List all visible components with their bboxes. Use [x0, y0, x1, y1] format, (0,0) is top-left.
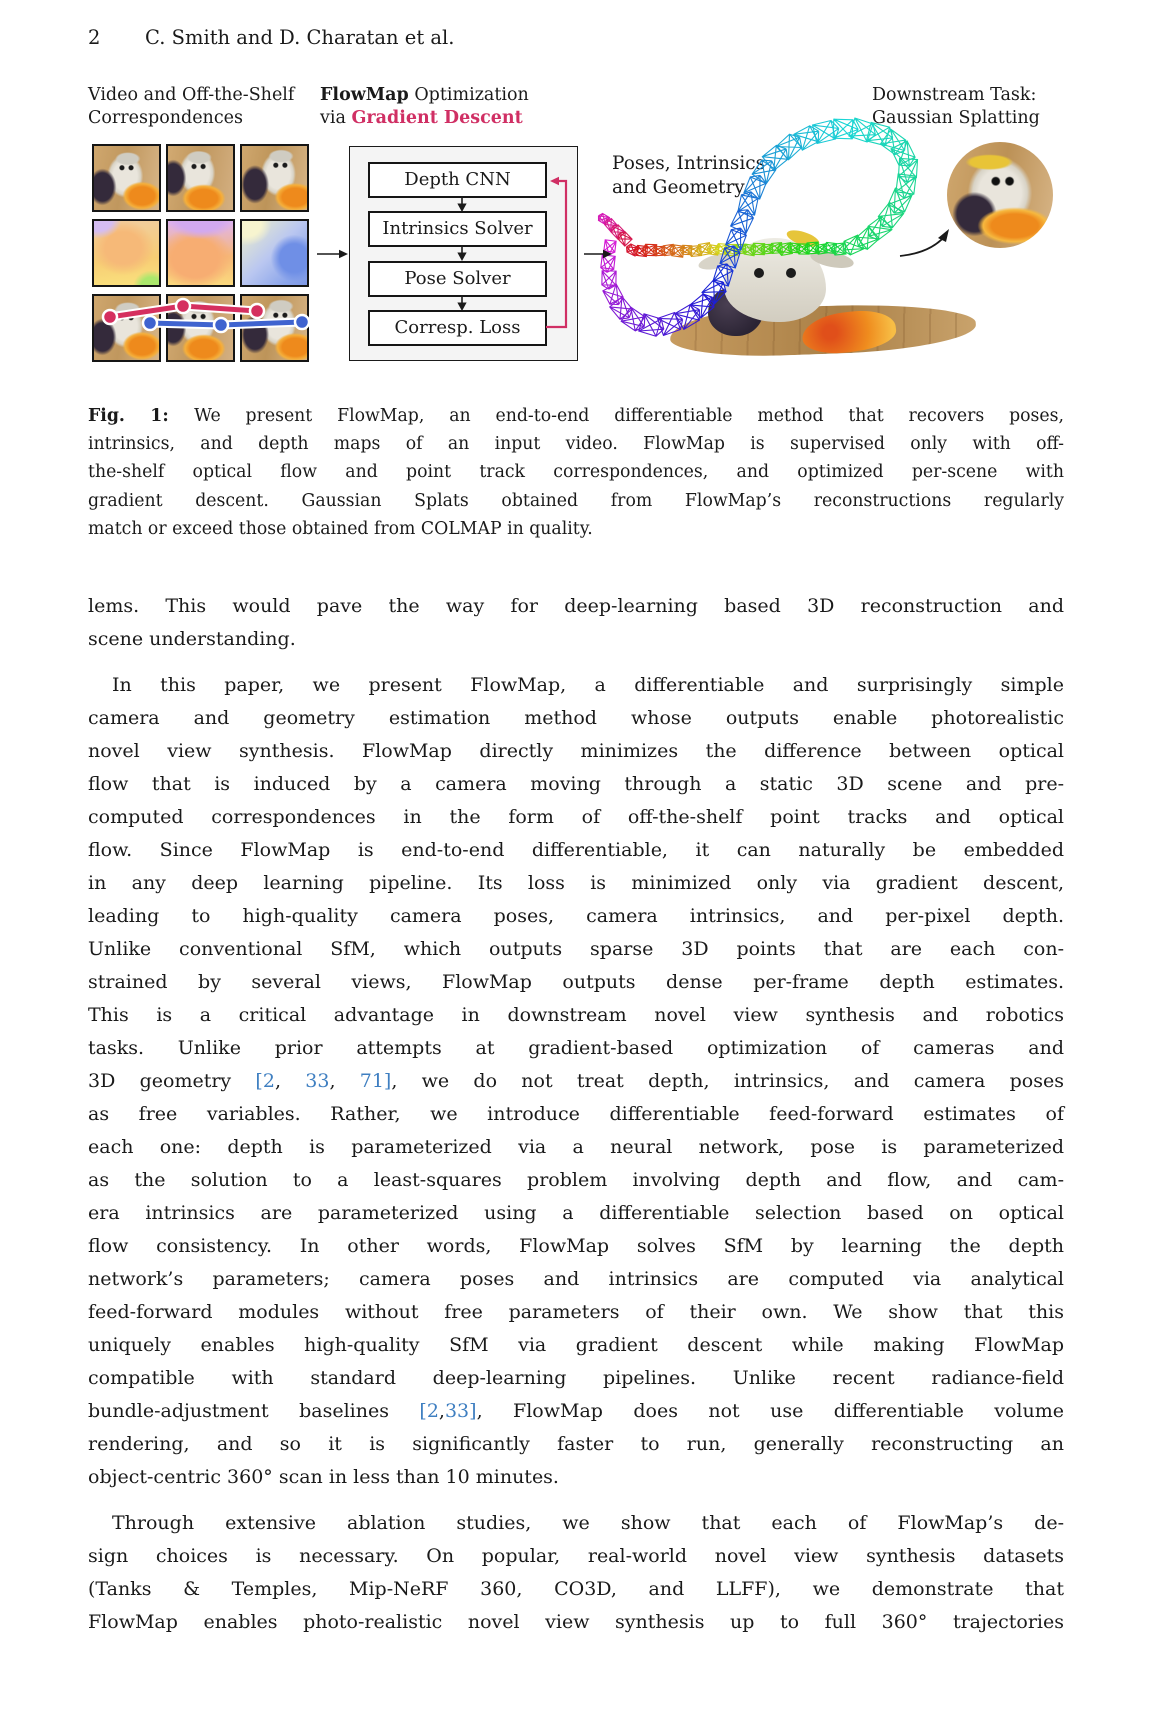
- text-segment: each one: depth is parameterized via a neural network, pose is parameterized: [88, 1136, 1064, 1158]
- text-line: [88, 933, 1064, 966]
- text-line: [88, 487, 1064, 515]
- text-line: [88, 1296, 1064, 1329]
- figure-process-label: [320, 84, 529, 129]
- text-line: [88, 515, 1064, 543]
- citation-link[interactable]: 33]: [444, 1400, 477, 1422]
- camera-frustum: [880, 129, 910, 157]
- gaussian-splatting-result-image: [947, 142, 1053, 248]
- text-segment: Gradient Descent: [351, 107, 523, 128]
- figure-input-label-line1: Video and Off-the-Shelf: [88, 85, 295, 105]
- text-line: [88, 801, 1064, 834]
- text-segment: gradient descent. Gaussian Splats obtained from FlowMap’s reconstructions regularly: [88, 490, 1064, 511]
- text-line: [88, 623, 1064, 656]
- body-text: [88, 590, 1064, 1652]
- video-frame-3: [240, 144, 309, 212]
- text-segment: computed correspondences in the form of off-the-shelf point tracks and optical: [88, 806, 1064, 828]
- text-line: [88, 1197, 1064, 1230]
- text-line: [88, 1098, 1064, 1131]
- text-segment: Optimization: [408, 85, 529, 105]
- text-line: [88, 1540, 1064, 1573]
- text-line: [88, 1362, 1064, 1395]
- text-segment: via: [320, 107, 352, 128]
- figurine-blob: [724, 238, 826, 322]
- figure-process-label-line1: [320, 84, 529, 107]
- text-line: [88, 768, 1064, 801]
- text-segment: match or exceed those obtained from COLMAP in quality.: [88, 518, 593, 539]
- point-track-frame-1: [92, 294, 161, 362]
- text-segment: ,: [329, 1070, 360, 1092]
- text-line: [88, 900, 1064, 933]
- optical-flow-map-1: [92, 219, 161, 287]
- text-segment: This is a critical advantage in downstream novel view synthesis and robotics: [88, 1004, 1064, 1026]
- pipeline-box-pose-solver: Pose Solver: [368, 261, 547, 297]
- text-segment: rendering, and so it is significantly faster to run, generally reconstructing an: [88, 1433, 1064, 1455]
- paragraph: [88, 590, 1064, 656]
- text-line: [88, 1395, 1064, 1428]
- figure-output-label-line1: Poses, Intrinsics: [612, 153, 766, 174]
- text-segment: ,: [274, 1070, 306, 1092]
- text-segment: strained by several views, FlowMap outputs dense per-frame depth estimates.: [88, 971, 1064, 993]
- text-segment: sign choices is necessary. On popular, real-world novel view synthesis datasets: [88, 1545, 1064, 1567]
- text-line: [88, 834, 1064, 867]
- figurine-eye-left: [754, 268, 764, 278]
- arrow-input-icon: [317, 250, 348, 258]
- point-track-frame-3: [240, 294, 309, 362]
- text-segment: leading to high-quality camera poses, camera intrinsics, and per-pixel depth.: [88, 905, 1064, 927]
- camera-frustum: [895, 174, 916, 199]
- figure-downstream-label-line2: Gaussian Splatting: [872, 107, 1040, 128]
- text-segment: as the solution to a least-squares problem involving depth and flow, and cam-: [88, 1169, 1064, 1191]
- optical-flow-map-3: [240, 219, 309, 287]
- text-line: [88, 1461, 1064, 1494]
- text-line: [88, 999, 1064, 1032]
- figurine-eye-right: [786, 268, 796, 278]
- text-segment: era intrinsics are parameterized using a differentiable selection based on optical: [88, 1202, 1064, 1224]
- text-line: [88, 1164, 1064, 1197]
- text-segment: ,: [438, 1400, 445, 1422]
- figure-output-label: [612, 152, 765, 199]
- text-line: [88, 590, 1064, 623]
- text-line: [88, 669, 1064, 702]
- citation-link[interactable]: [2: [419, 1400, 439, 1422]
- figure-input-label-line2: Correspondences: [88, 107, 243, 128]
- text-line: [88, 1573, 1064, 1606]
- text-segment: FlowMap: [320, 85, 409, 105]
- flowmap-pipeline-box: [349, 146, 578, 361]
- citation-link[interactable]: 33: [305, 1070, 330, 1092]
- text-segment: network’s parameters; camera poses and intrinsics are computed via analytical: [88, 1268, 1064, 1290]
- text-segment: intrinsics, and depth maps of an input video. FlowMap is supervised only with off-: [88, 434, 1064, 455]
- pipeline-box-intrinsics-solver: Intrinsics Solver: [368, 211, 547, 247]
- text-segment: flow consistency. In other words, FlowMap solves SfM by learning the depth: [88, 1235, 1064, 1257]
- text-segment: Through extensive ablation studies, we show that each of FlowMap’s de-: [112, 1512, 1064, 1534]
- text-segment: FlowMap enables photo-realistic novel view synthesis up to full 360° trajectories: [88, 1611, 1064, 1633]
- pipeline-box-depth-cnn: Depth CNN: [368, 162, 547, 198]
- text-line: [88, 1131, 1064, 1164]
- text-line: [88, 1065, 1064, 1098]
- pipeline-box-corresp-loss: Corresp. Loss: [368, 310, 547, 346]
- text-line: [88, 430, 1064, 458]
- camera-frustum: [813, 119, 841, 143]
- reconstruction-render: [590, 230, 1004, 360]
- text-segment: tasks. Unlike prior attempts at gradient-based optimization of cameras and: [88, 1037, 1064, 1059]
- point-track-frame-2: [166, 294, 235, 362]
- text-segment: camera and geometry estimation method whose outputs enable photorealistic: [88, 707, 1064, 729]
- text-segment: , we do not treat depth, intrinsics, and camera poses: [391, 1070, 1064, 1092]
- figure-input-label: [88, 84, 294, 129]
- text-segment: Unlike conventional SfM, which outputs sparse 3D points that are each con-: [88, 938, 1064, 960]
- text-segment: 3D geometry: [88, 1070, 256, 1092]
- text-segment: the-shelf optical flow and point track correspondences, and optimized per-scene with: [88, 462, 1064, 483]
- text-line: [88, 458, 1064, 486]
- text-segment: in any deep learning pipeline. Its loss is minimized only via gradient descent,: [88, 872, 1064, 894]
- text-segment: We present FlowMap, an end-to-end differentiable method that recovers poses,: [194, 406, 1064, 426]
- text-line: [88, 735, 1064, 768]
- text-line: [88, 402, 1064, 430]
- figure-downstream-label: [872, 84, 1064, 129]
- authors-line: C. Smith and D. Charatan et al.: [145, 26, 455, 49]
- text-line: [88, 966, 1064, 999]
- text-segment: Fig. 1:: [88, 406, 195, 426]
- text-segment: object-centric 360° scan in less than 10 minutes.: [88, 1466, 559, 1488]
- paragraph: [88, 669, 1064, 1494]
- text-line: [88, 1428, 1064, 1461]
- camera-frustum: [891, 141, 917, 170]
- camera-frustum: [776, 131, 805, 160]
- text-line: [88, 1329, 1064, 1362]
- text-segment: uniquely enables high-quality SfM via gradient descent while making FlowMap: [88, 1334, 1064, 1356]
- text-line: [88, 1032, 1064, 1065]
- text-segment: feed-forward modules without free parameters of their own. We show that this: [88, 1301, 1064, 1323]
- text-line: [88, 1606, 1064, 1639]
- text-segment: flow that is induced by a camera moving through a static 3D scene and pre-: [88, 773, 1064, 795]
- text-segment: (Tanks & Temples, Mip-NeRF 360, CO3D, and LLFF), we demonstrate that: [88, 1578, 1064, 1600]
- camera-frustum: [898, 158, 917, 182]
- text-line: [88, 1263, 1064, 1296]
- page-number: 2: [88, 26, 101, 49]
- text-line: [88, 867, 1064, 900]
- camera-frustum: [875, 202, 904, 232]
- figure-output-label-line2: and Geometry: [612, 176, 745, 198]
- text-line: [88, 1507, 1064, 1540]
- text-segment: flow. Since FlowMap is end-to-end differentiable, it can naturally be embedded: [88, 839, 1064, 861]
- text-segment: In this paper, we present FlowMap, a differentiable and surprisingly simple: [112, 674, 1064, 696]
- camera-frustum: [596, 212, 609, 224]
- text-segment: compatible with standard deep-learning pipelines. Unlike recent radiance-field: [88, 1367, 1064, 1389]
- paragraph: [88, 1507, 1064, 1639]
- camera-frustum: [833, 119, 858, 139]
- figure-process-label-line2: [320, 107, 529, 130]
- camera-frustum: [886, 188, 912, 217]
- camera-frustum: [762, 142, 792, 171]
- text-segment: novel view synthesis. FlowMap directly minimizes the difference between optical: [88, 740, 1064, 762]
- text-line: [88, 702, 1064, 735]
- text-segment: bundle-adjustment baselines: [88, 1400, 420, 1422]
- text-line: [88, 1230, 1064, 1263]
- text-segment: lems. This would pave the way for deep-learning based 3D reconstruction and: [88, 595, 1064, 617]
- camera-frustum: [794, 123, 823, 150]
- optical-flow-map-2: [166, 219, 235, 287]
- citation-link[interactable]: [2: [255, 1070, 275, 1092]
- figure-downstream-label-line1: Downstream Task:: [872, 85, 1037, 105]
- video-frame-2: [166, 144, 235, 212]
- text-segment: as free variables. Rather, we introduce differentiable feed-forward estimates of: [88, 1103, 1064, 1125]
- video-frame-1: [92, 144, 161, 212]
- figure-caption: [88, 402, 1064, 543]
- text-segment: , FlowMap does not use differentiable volume: [476, 1400, 1065, 1422]
- citation-link[interactable]: 71]: [359, 1070, 392, 1092]
- text-segment: scene understanding.: [88, 628, 296, 650]
